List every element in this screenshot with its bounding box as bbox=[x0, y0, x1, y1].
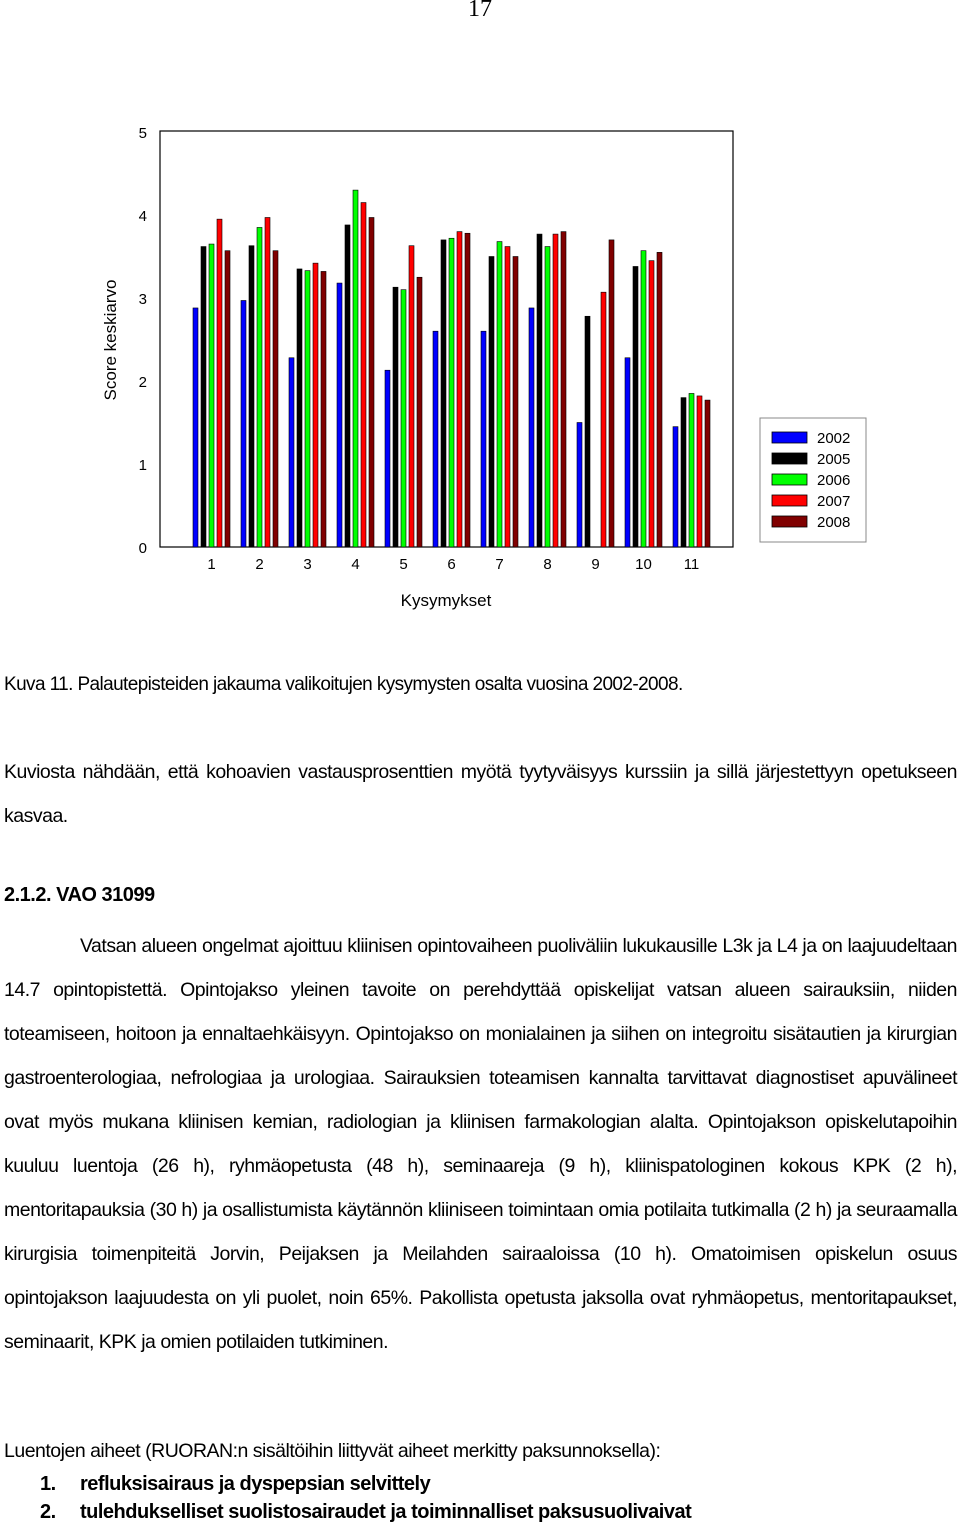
legend-swatch-2002 bbox=[772, 432, 807, 443]
bar-2005-9 bbox=[585, 316, 590, 547]
page-number: 17 bbox=[468, 0, 492, 22]
bar-2002-5 bbox=[385, 370, 390, 547]
intro-paragraph: Kuviosta nähdään, että kohoavien vastausprosenttien myötä tyytyväisyys kurssiin ja sillä järjestettyyn opetukseen kasvaa. bbox=[4, 761, 957, 827]
bar-2008-6 bbox=[465, 233, 470, 547]
bar-2002-1 bbox=[193, 308, 198, 547]
bar-2006-2 bbox=[257, 227, 262, 547]
x-tick-label: 10 bbox=[635, 556, 652, 573]
bar-2002-3 bbox=[289, 358, 294, 547]
x-tick-label: 11 bbox=[683, 556, 700, 573]
legend-label-2007: 2007 bbox=[817, 493, 851, 510]
legend-swatch-2005 bbox=[772, 453, 807, 464]
bar-chart bbox=[0, 100, 960, 620]
section-paragraph-text: Vatsan alueen ongelmat ajoittuu kliinisen opintovaiheen puoliväliin lukukausille L3k ja L4 ja on laajuudeltaan 14.7 opintopistettä. Opintojakso yleinen tavoite on perehdyttää opiskelijat vatsan alueen sairauksiin, niiden toteamiseen, hoitoon ja ennaltaehkäisyyn. Opintojakso on monialainen ja siihen on integroitu sisätautien ja kirurgian gastroenterologiaa, nefrologiaa ja urologiaa. Sairauksien toteamisen kannalta tarvittavat diagnostiset apuvälineet ovat myös mukana kliinisen kemian, radiologian ja kliinisen farmakologian alalta. Opintojakson opiskelutapoihin kuuluu luentoja (26 h), ryhmäopetusta (48 h), seminaareja (9 h), kliinispatologinen kokous KPK (2 h), mentoritapauksia (30 h) ja osallistumista käytännön kliiniseen toimintaan omia potilaita tutkimalla (2 h) ja seuraamalla kirurgisia toimenpiteitä Jorvin, Peijaksen ja Meilahden sairaaloissa (10 h). Omatoimisen opiskelun osuus opintojakson laajuudesta on yli puolet, noin 65%. Pakollista opetusta jaksolla ovat ryhmäopetus, mentoritapaukset, seminaarit, KPK ja omien potilaiden tutkiminen. bbox=[4, 935, 957, 1353]
bar-2005-5 bbox=[393, 287, 398, 547]
x-tick-label: 6 bbox=[447, 556, 456, 573]
figure-caption: Kuva 11. Palautepisteiden jakauma valikoitujen kysymysten osalta vuosina 2002-2008. bbox=[4, 674, 683, 695]
bar-2007-10 bbox=[649, 261, 654, 547]
bar-2007-7 bbox=[505, 247, 510, 547]
x-tick-label: 2 bbox=[255, 556, 264, 573]
y-tick-label: 5 bbox=[138, 125, 147, 142]
bar-2005-2 bbox=[249, 246, 254, 547]
bar-2008-1 bbox=[225, 251, 230, 547]
bar-2008-5 bbox=[417, 277, 422, 547]
bar-2008-7 bbox=[513, 257, 518, 548]
bar-2002-9 bbox=[577, 423, 582, 548]
bar-2008-8 bbox=[561, 232, 566, 547]
list-item: 1. refluksisairaus ja dyspepsian selvittely bbox=[40, 1473, 431, 1495]
x-tick-label: 8 bbox=[543, 556, 552, 573]
x-tick-label: 3 bbox=[303, 556, 312, 573]
bar-2005-1 bbox=[201, 247, 206, 547]
bar-2007-3 bbox=[313, 263, 318, 547]
section-paragraph bbox=[4, 924, 957, 1364]
bar-2008-4 bbox=[369, 217, 374, 547]
legend-label-2002: 2002 bbox=[817, 430, 851, 447]
y-tick-label: 3 bbox=[138, 291, 147, 308]
bar-2008-3 bbox=[321, 271, 326, 547]
x-axis-label: Kysymykset bbox=[400, 591, 492, 610]
bar-2008-2 bbox=[273, 251, 278, 547]
bar-2007-8 bbox=[553, 234, 558, 547]
bar-2002-8 bbox=[529, 308, 534, 547]
lecture-list bbox=[40, 1470, 691, 1526]
bar-2006-4 bbox=[353, 190, 358, 547]
bar-2002-7 bbox=[481, 331, 486, 547]
bar-2002-4 bbox=[337, 283, 342, 547]
x-axis bbox=[207, 556, 699, 573]
bar-2005-6 bbox=[441, 240, 446, 547]
bar-2005-3 bbox=[297, 269, 302, 547]
bar-2006-3 bbox=[305, 271, 310, 547]
bar-2008-9 bbox=[609, 240, 614, 547]
bar-2005-11 bbox=[681, 398, 686, 547]
y-tick-label: 0 bbox=[138, 540, 147, 557]
section-heading: 2.1.2. VAO 31099 bbox=[4, 884, 155, 906]
legend bbox=[760, 418, 866, 542]
list-item: 2. tulehdukselliset suolistosairaudet ja toiminnalliset paksusuolivaivat bbox=[40, 1501, 692, 1523]
x-tick-label: 4 bbox=[351, 556, 360, 573]
bar-2007-9 bbox=[601, 292, 606, 547]
bar-2006-1 bbox=[209, 244, 214, 547]
bar-2007-11 bbox=[697, 396, 702, 547]
legend-swatch-2006 bbox=[772, 474, 807, 485]
lectures-intro: Luentojen aiheet (RUORAN:n sisältöihin liittyvät aiheet merkitty paksunnoksella): bbox=[4, 1440, 661, 1462]
bar-2008-10 bbox=[657, 252, 662, 547]
legend-swatch-2008 bbox=[772, 516, 807, 527]
bar-2002-2 bbox=[241, 300, 246, 547]
bar-2005-8 bbox=[537, 234, 542, 547]
x-tick-label: 9 bbox=[591, 556, 600, 573]
y-axis bbox=[139, 125, 147, 557]
bar-2007-6 bbox=[457, 232, 462, 547]
y-tick-label: 1 bbox=[138, 457, 147, 474]
legend-label-2006: 2006 bbox=[817, 472, 851, 489]
bar-2006-5 bbox=[401, 290, 406, 547]
bar-2008-11 bbox=[705, 400, 710, 547]
x-tick-label: 1 bbox=[207, 556, 216, 573]
bar-2006-11 bbox=[689, 393, 694, 547]
bar-2007-1 bbox=[217, 219, 222, 547]
legend-label-2008: 2008 bbox=[817, 514, 851, 531]
bar-2006-10 bbox=[641, 251, 646, 547]
bar-2006-7 bbox=[497, 242, 502, 547]
bar-2006-8 bbox=[545, 247, 550, 547]
legend-label-2005: 2005 bbox=[817, 451, 851, 468]
y-axis-label: Score keskiarvo bbox=[101, 279, 120, 401]
legend-swatch-2007 bbox=[772, 495, 807, 506]
y-tick-label: 2 bbox=[138, 374, 147, 391]
y-tick-label: 4 bbox=[138, 208, 147, 225]
bar-2005-10 bbox=[633, 266, 638, 547]
bar-2007-4 bbox=[361, 203, 366, 547]
bar-2002-10 bbox=[625, 358, 630, 547]
bars bbox=[193, 190, 710, 547]
x-tick-label: 5 bbox=[399, 556, 408, 573]
bar-2005-4 bbox=[345, 225, 350, 547]
bar-2002-6 bbox=[433, 331, 438, 547]
bar-2005-7 bbox=[489, 257, 494, 548]
bar-2002-11 bbox=[673, 427, 678, 547]
bar-2006-6 bbox=[449, 238, 454, 547]
x-tick-label: 7 bbox=[495, 556, 504, 573]
bar-2007-2 bbox=[265, 217, 270, 547]
bar-2007-5 bbox=[409, 246, 414, 547]
